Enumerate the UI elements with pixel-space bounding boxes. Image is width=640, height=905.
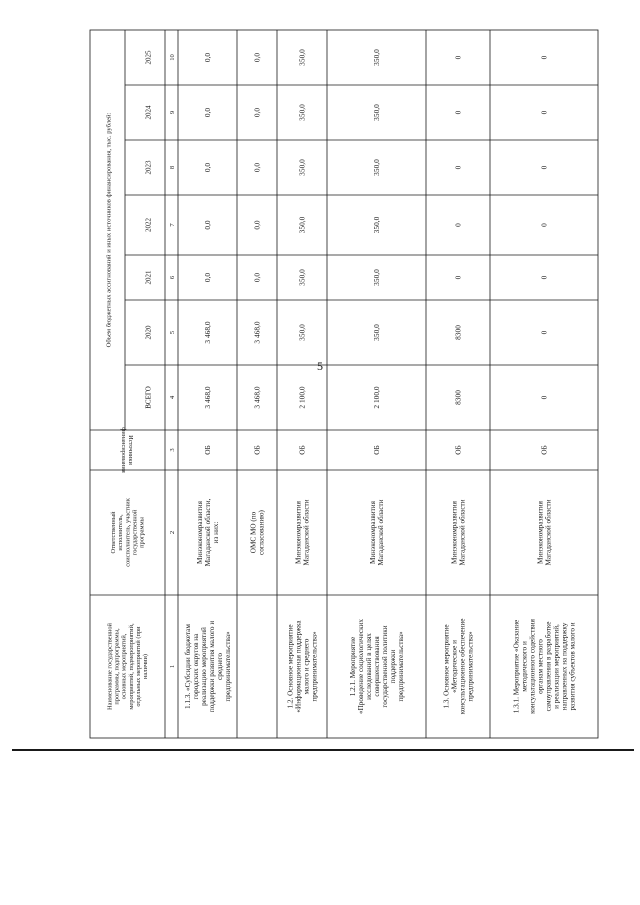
row-value [540,165,549,169]
svg-text:3 468,0: 3 468,0 [252,321,262,344]
row-value [372,324,381,341]
row-name [184,621,232,712]
row-value [372,104,381,121]
svg-text:0,0: 0,0 [252,272,262,283]
svg-text:0: 0 [453,55,463,60]
row-value [298,269,307,286]
row-source [540,445,549,455]
row-value [540,223,549,227]
row-value [298,159,307,176]
svg-text:Источникифинансирования: Источникифинансирования [119,427,134,473]
svg-text:0: 0 [453,275,463,280]
row-value [372,159,381,176]
svg-text:2024: 2024 [144,105,153,120]
svg-text:350,0: 350,0 [372,269,382,286]
svg-text:МинэкономразвитияМагаданской о: МинэкономразвитияМагаданской области [294,499,311,566]
header-name [106,622,149,710]
table-grid [90,30,598,738]
row-value [203,321,212,343]
svg-text:0,0: 0,0 [252,52,262,63]
row-value [298,324,307,341]
row-source [372,445,381,455]
year-header [144,218,152,233]
row-value [454,325,463,340]
row-responsible [294,499,310,565]
page-bottom-rule [12,749,634,751]
svg-text:350,0: 350,0 [297,49,307,66]
row-name [286,620,318,713]
row-responsible [369,499,385,565]
column-number [169,275,176,279]
svg-text:ОБ: ОБ [539,445,549,455]
svg-text:ОБ: ОБ [372,445,382,455]
svg-text:Наименование государственнойпр: Наименование государственнойпрограммы, подпрограммы,основных мероприятий,мероприятий, подмероприятий,отдельных мероприятий (приналичии) [106,623,150,710]
row-value [454,55,463,59]
svg-text:0,0: 0,0 [252,107,262,118]
row-name [512,618,576,714]
column-number [169,223,176,227]
svg-text:0,0: 0,0 [203,107,213,118]
svg-text:ОБ: ОБ [297,445,307,455]
svg-text:6: 6 [168,275,176,280]
row-value [203,108,212,118]
svg-text:350,0: 350,0 [372,216,382,234]
row-source [454,445,463,455]
column-number [169,110,176,114]
row-value [298,216,307,233]
column-number [169,395,176,399]
svg-text:0: 0 [539,165,549,170]
svg-text:1.2. Основное мероприятие«Инфо: 1.2. Основное мероприятие«Информационная поддержкамалого и среднегопредпринимательства» [286,620,319,713]
row-value [203,163,212,173]
row-responsible [450,499,466,565]
svg-text:0,0: 0,0 [203,52,213,63]
row-value [372,216,381,233]
svg-text:МинэкономразвитияМагаданской о: МинэкономразвитияМагаданской области [536,499,553,566]
row-value [454,223,463,227]
svg-text:0: 0 [453,110,463,115]
header-responsible [110,497,146,566]
svg-text:МинэкономразвитияМагаданской о: МинэкономразвитияМагаданской области,из них: [195,498,221,567]
row-value [253,163,262,173]
header-funding [105,112,112,347]
svg-text:3: 3 [168,448,176,452]
svg-text:350,0: 350,0 [372,49,382,66]
row-value [540,110,549,114]
svg-text:2025: 2025 [144,50,153,65]
svg-text:0: 0 [539,110,549,115]
svg-text:3 468,0: 3 468,0 [252,386,262,409]
column-number [169,330,176,334]
row-value [454,165,463,169]
svg-text:ОБ: ОБ [453,445,463,455]
row-value [203,273,212,283]
column-number [169,665,176,668]
row-value [454,390,463,405]
row-value [203,220,212,230]
svg-text:ОМС МО (посогласованию): ОМС МО (посогласованию) [249,510,266,555]
svg-text:2: 2 [168,530,176,535]
svg-text:МинэкономразвитияМагаданской о: МинэкономразвитияМагаданской области [450,499,467,566]
row-source [298,445,307,455]
row-value [253,53,262,63]
page-number: 5 [317,359,323,373]
column-number [169,448,176,452]
svg-text:ОБ: ОБ [203,445,213,455]
column-number [169,165,176,169]
svg-text:МинэкономразвитияМагаданской о: МинэкономразвитияМагаданской области [368,499,386,566]
year-header [144,50,152,65]
row-value [253,273,262,283]
svg-text:4: 4 [168,395,176,400]
row-value [540,330,549,334]
row-value [540,55,549,59]
row-value [298,49,307,66]
row-value [298,104,307,121]
svg-text:9: 9 [168,110,176,115]
row-value [203,53,212,63]
svg-text:0,0: 0,0 [252,162,262,173]
svg-text:1.1.3. «Субсидии бюджетамгород: 1.1.3. «Субсидии бюджетамгородских округов нареализацию мероприятийподдержки развития малого исреднегопредпринимательства» [183,620,233,713]
svg-text:1.3. Основное мероприятие«Мето: 1.3. Основное мероприятие«Методическое иконсультационное обеспечениепредпринимательства» [442,618,475,715]
svg-text:350,0: 350,0 [297,216,307,234]
row-source [203,445,212,455]
svg-text:8300: 8300 [453,390,463,405]
row-value [540,395,549,399]
svg-text:5: 5 [168,330,176,335]
svg-text:8: 8 [168,165,176,170]
svg-text:Объем бюджетных ассигнований и: Объем бюджетных ассигнований и иных источников финансирования, тыс. рублей: [105,112,113,348]
svg-text:0: 0 [539,275,549,280]
svg-text:350,0: 350,0 [372,104,382,121]
svg-text:0,0: 0,0 [252,220,262,230]
row-value [253,220,262,230]
year-header [144,386,152,409]
row-value [253,108,262,118]
row-source [253,445,262,455]
svg-text:350,0: 350,0 [297,324,307,341]
svg-text:0: 0 [539,330,549,335]
svg-text:ВСЕГО: ВСЕГО [144,386,153,409]
svg-text:0,0: 0,0 [203,162,213,173]
svg-text:350,0: 350,0 [372,159,382,176]
svg-text:3 468,0: 3 468,0 [203,386,213,409]
svg-text:Ответственныйисполнитель,соисп: Ответственныйисполнитель,соисполнитель, участникгосударственнойпрограммы [109,498,146,567]
svg-text:0,0: 0,0 [203,220,213,230]
svg-text:2 100,0: 2 100,0 [372,386,382,409]
row-value [454,275,463,279]
row-responsible [536,499,552,565]
column-number [169,54,176,61]
svg-text:2021: 2021 [144,270,153,285]
row-value [372,269,381,286]
year-header [144,105,152,120]
svg-text:0: 0 [539,223,549,227]
row-value [298,386,307,408]
row-value [253,386,262,408]
svg-text:0,0: 0,0 [203,272,213,283]
row-responsible [249,509,265,554]
svg-text:1.3.1. Мероприятие «Оказаниеме: 1.3.1. Мероприятие «Оказаниеметодического иконсультационного содействияорганам местногосамоуправления в разработкеи реализации мероприятий,направленных на поддержкуразвития субъектов малого и [512,619,577,714]
year-header [144,160,152,175]
year-header [144,270,152,285]
svg-text:0: 0 [539,395,549,400]
svg-text:2022: 2022 [144,218,153,232]
svg-text:1.2.1. Мероприятие«Проведение: 1.2.1. Мероприятие«Проведение социологическихисследований в целяхсовершенствованиягосударственной политикиподдержкипредпринимательства» [348,618,406,715]
column-number [169,531,176,534]
row-name [349,619,405,714]
svg-text:2020: 2020 [144,325,153,340]
svg-text:350,0: 350,0 [372,324,382,341]
svg-text:1: 1 [168,664,176,669]
header-source [120,427,134,472]
svg-text:2 100,0: 2 100,0 [297,386,307,409]
row-value [253,321,262,343]
row-value [454,110,463,114]
row-name [442,619,474,715]
row-value [372,386,381,408]
svg-text:350,0: 350,0 [297,269,307,286]
svg-text:2023: 2023 [144,160,153,175]
svg-text:0: 0 [453,165,463,170]
row-value [540,275,549,279]
svg-text:ОБ: ОБ [252,445,262,455]
row-responsible [196,498,220,566]
svg-text:350,0: 350,0 [297,104,307,121]
svg-text:8300: 8300 [453,325,463,340]
svg-text:10: 10 [168,54,176,61]
svg-text:0: 0 [453,223,463,227]
svg-text:3 468,0: 3 468,0 [203,321,213,344]
svg-text:0: 0 [539,55,549,60]
svg-text:350,0: 350,0 [297,159,307,176]
year-header [144,325,152,340]
svg-text:7: 7 [168,223,176,227]
row-value [203,386,212,408]
row-value [372,49,381,66]
